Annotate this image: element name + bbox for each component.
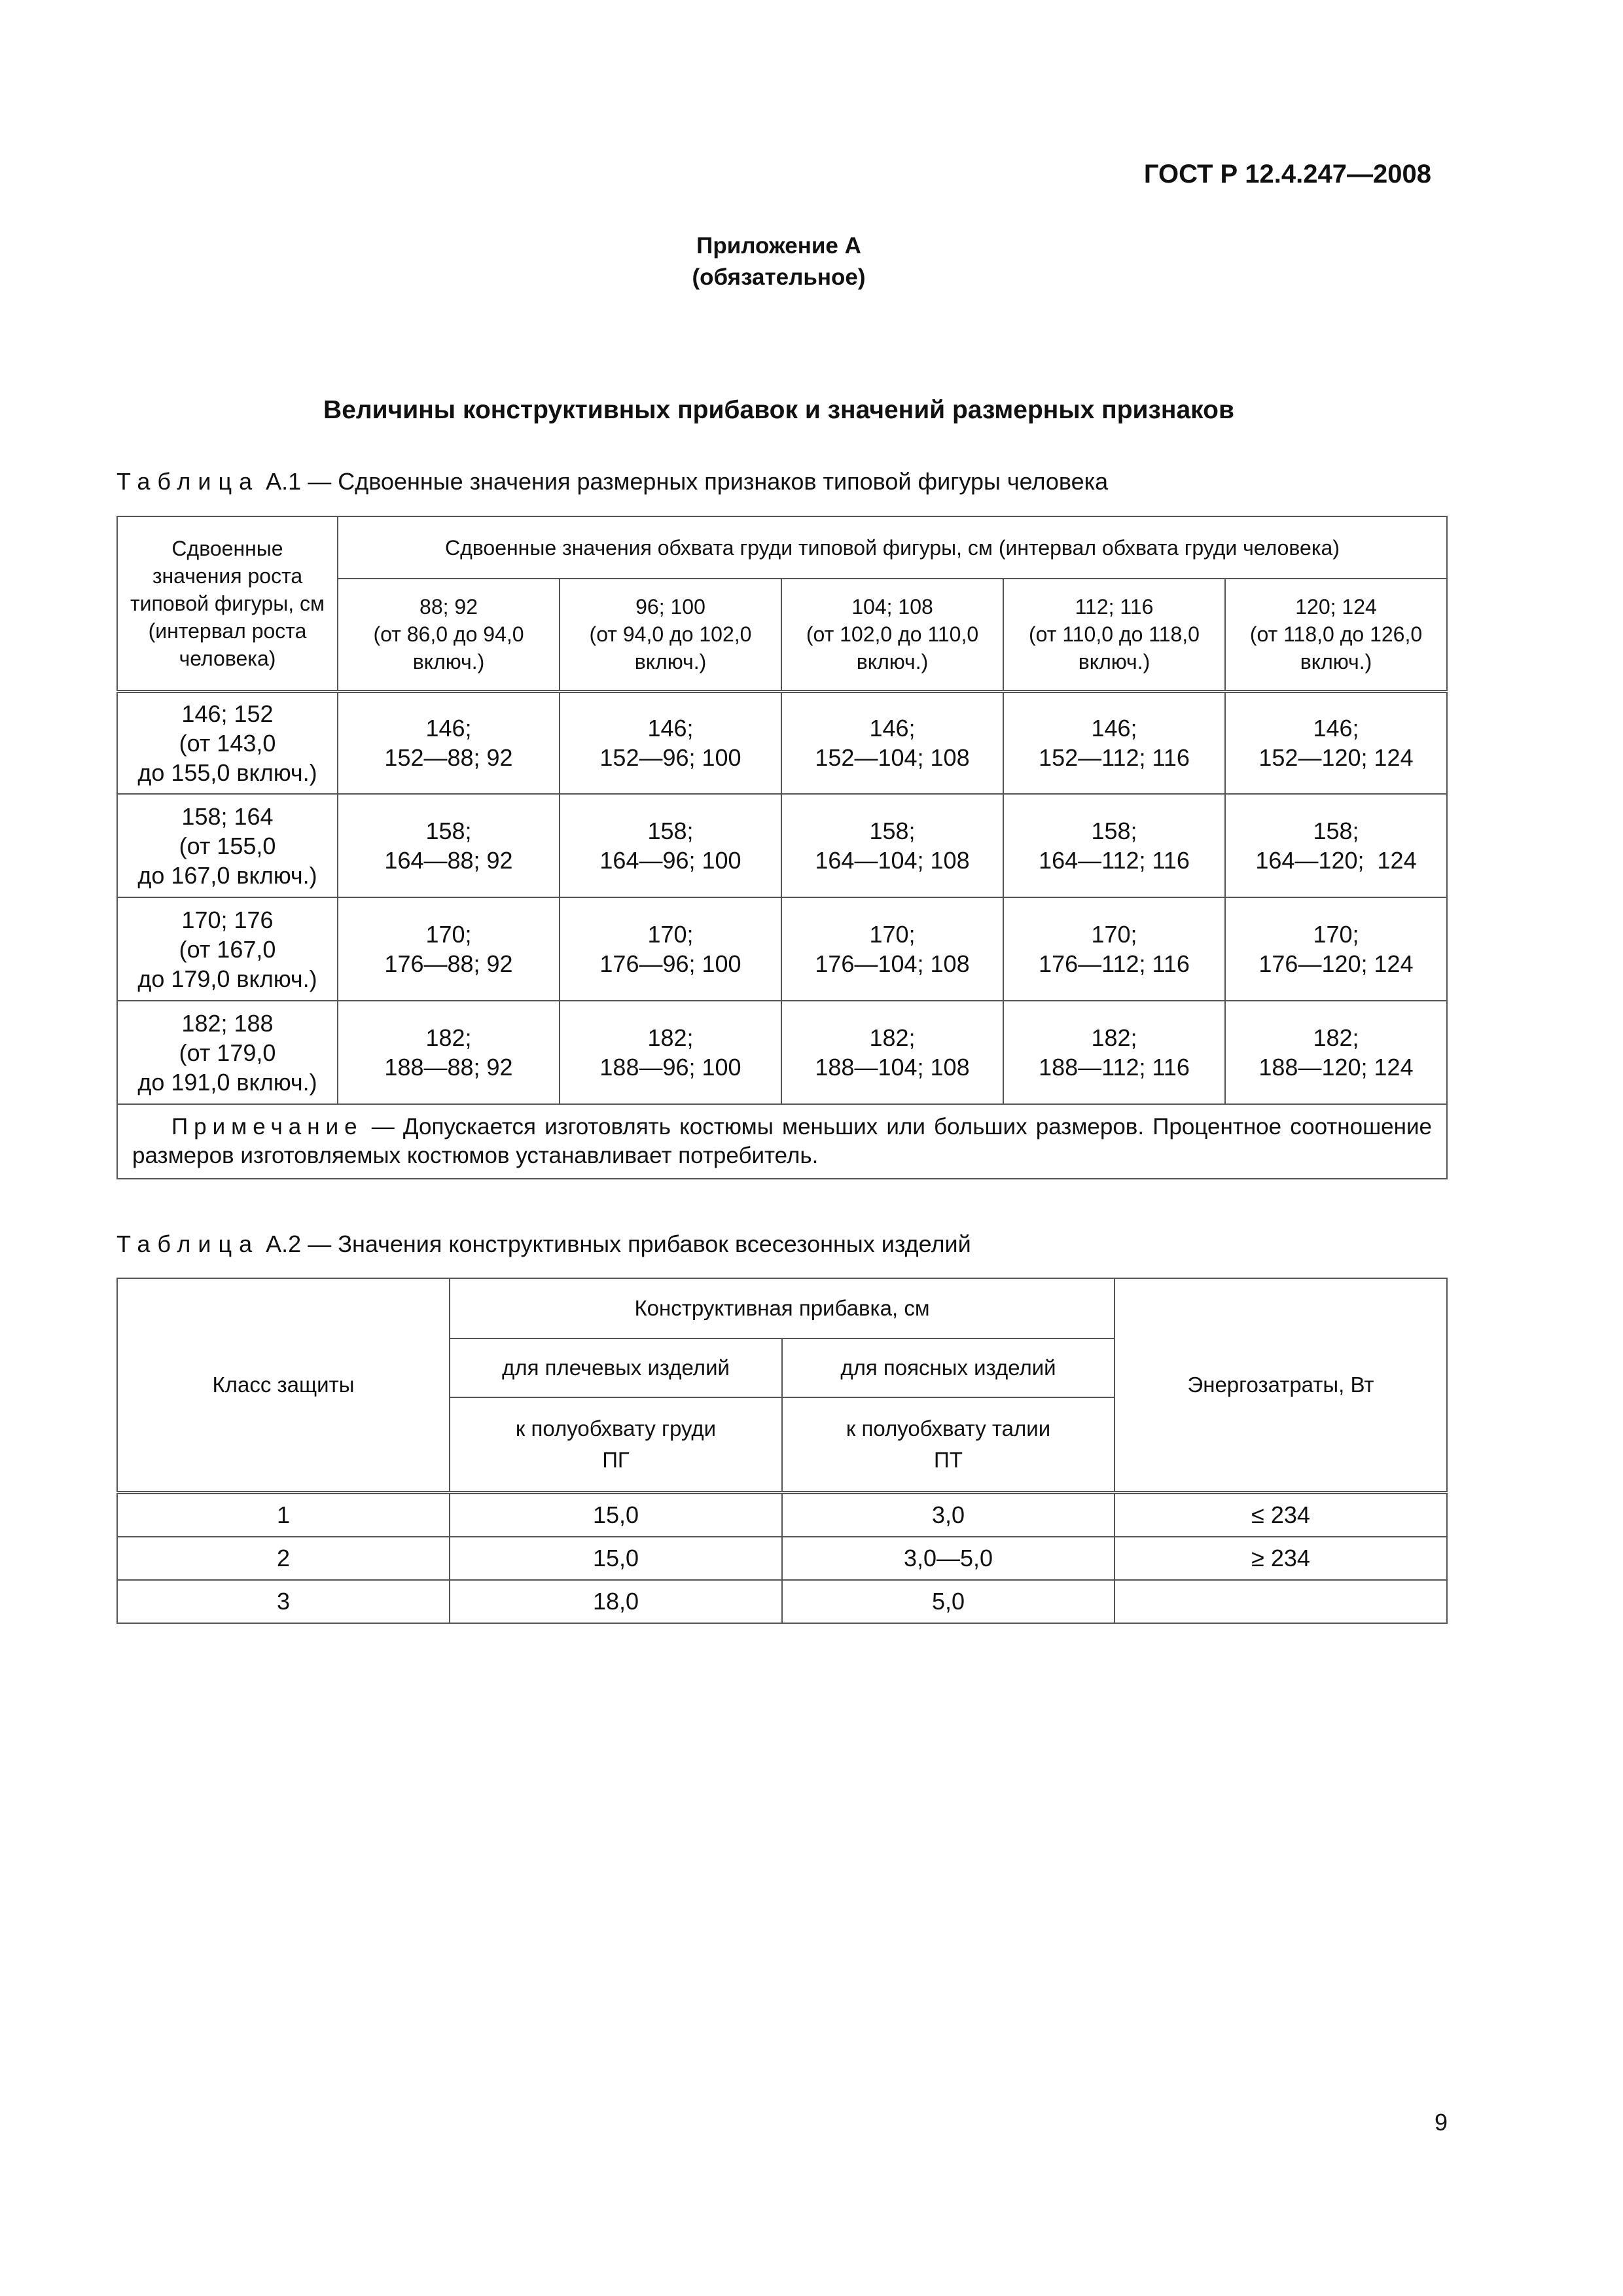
waist-half-header — [782, 1397, 1115, 1492]
table-cell — [1225, 691, 1447, 794]
cell-line: 188—96; 100 — [599, 1054, 741, 1081]
cell-line: 146; — [425, 715, 472, 742]
table-cell: 3,0 — [782, 1492, 1115, 1537]
row-range: (от 143,0 — [179, 729, 276, 757]
appendix-title: Приложение А — [696, 233, 861, 259]
table-cell: 18,0 — [450, 1580, 782, 1623]
class-header: Класс защиты — [117, 1278, 450, 1492]
caption-word: Таблица — [116, 468, 260, 495]
table-cell — [1225, 897, 1447, 1001]
col-incl: включ.) — [1078, 650, 1150, 674]
table-cell — [560, 897, 781, 1001]
cell-line: 188—88; 92 — [384, 1054, 513, 1081]
table-row — [117, 1001, 1447, 1104]
row-header-cell — [117, 516, 338, 691]
table-cell — [338, 794, 560, 897]
cell-line: 182; — [869, 1024, 916, 1051]
table-cell — [781, 794, 1003, 897]
table-cell — [1003, 691, 1225, 794]
table-cell: ≥ 234 — [1115, 1537, 1447, 1580]
appendix-heading — [0, 230, 1558, 293]
page-number: 9 — [1434, 2109, 1448, 2136]
cell-line: 170; — [1313, 921, 1359, 948]
cell-line: 158; — [425, 817, 472, 844]
table-cell — [338, 897, 560, 1001]
row-range: (от 155,0 — [179, 832, 276, 859]
cell-line: 170; — [1091, 921, 1137, 948]
cell-line: 176—120; 124 — [1258, 950, 1414, 977]
table-a1-caption — [116, 468, 1108, 495]
header-abbr: ПТ — [934, 1447, 963, 1472]
column-header — [1003, 579, 1225, 691]
table-a2-caption — [116, 1230, 971, 1258]
table-cell — [781, 1001, 1003, 1104]
col-incl: включ.) — [634, 650, 707, 674]
cell-line: 158; — [869, 817, 916, 844]
table-row — [117, 1580, 1447, 1623]
row-header — [117, 1001, 338, 1104]
table-cell: 15,0 — [450, 1492, 782, 1537]
cell-line: 182; — [1313, 1024, 1359, 1051]
shoulder-items-header: для плечевых изделий — [450, 1338, 782, 1397]
cell-line: 188—104; 108 — [815, 1054, 970, 1081]
table-cell — [560, 691, 781, 794]
caption-text: А.1 — Сдвоенные значения размерных признаков типовой фигуры человека — [266, 468, 1109, 495]
chest-half-header — [450, 1397, 782, 1492]
cell-line: 146; — [1313, 715, 1359, 742]
cell-line: 158; — [647, 817, 694, 844]
document-code: ГОСТ Р 12.4.247—2008 — [1143, 160, 1431, 188]
table-a1 — [116, 516, 1448, 1179]
cell-line: 164—96; 100 — [599, 847, 741, 874]
waist-items-header: для поясных изделий — [782, 1338, 1115, 1397]
row-range: (от 167,0 — [179, 935, 276, 963]
cell-line: 188—120; 124 — [1258, 1054, 1414, 1081]
cell-line: 152—112; 116 — [1039, 744, 1190, 772]
table-cell — [560, 794, 781, 897]
col-range: (от 94,0 до 102,0 — [589, 622, 752, 647]
cell-line: 176—112; 116 — [1039, 950, 1190, 977]
header-line: к полуобхвату талии — [846, 1416, 1051, 1441]
column-header — [560, 579, 781, 691]
row-range: (от 179,0 — [179, 1039, 276, 1066]
table-cell: 3 — [117, 1580, 450, 1623]
table-cell — [338, 1001, 560, 1104]
cell-line: 170; — [425, 921, 472, 948]
row-header — [117, 794, 338, 897]
col-incl: включ.) — [856, 650, 929, 674]
table-row — [117, 1492, 1447, 1537]
table-row — [117, 1537, 1447, 1580]
cell-line: 158; — [1091, 817, 1137, 844]
header-abbr: ПГ — [602, 1447, 630, 1472]
cell-line: 146; — [869, 715, 916, 742]
cell-line: 158; — [1313, 817, 1359, 844]
row-header-line: (интервал роста — [148, 619, 307, 643]
table-cell — [1003, 897, 1225, 1001]
cell-line: 176—96; 100 — [599, 950, 741, 977]
table-cell — [1225, 794, 1447, 897]
table-cell: 15,0 — [450, 1537, 782, 1580]
table-cell — [1225, 1001, 1447, 1104]
cell-line: 176—104; 108 — [815, 950, 970, 977]
col-value: 96; 100 — [635, 595, 705, 619]
cell-line: 182; — [647, 1024, 694, 1051]
col-range: (от 110,0 до 118,0 — [1029, 622, 1200, 647]
energy-header: Энергозатраты, Вт — [1115, 1278, 1447, 1492]
row-value: 146; 152 — [181, 700, 274, 727]
col-value: 104; 108 — [851, 595, 933, 619]
table-cell — [338, 691, 560, 794]
table-row — [117, 794, 1447, 897]
cell-line: 188—112; 116 — [1039, 1054, 1190, 1081]
row-value: 158; 164 — [181, 802, 274, 830]
row-header-line: Сдвоенные — [171, 536, 283, 560]
section-title: Величины конструктивных прибавок и значений размерных признаков — [323, 396, 1234, 424]
cell-line: 182; — [1091, 1024, 1137, 1051]
note-label: Примечание — [171, 1114, 363, 1139]
cell-line: 164—88; 92 — [384, 847, 513, 874]
cell-line: 152—88; 92 — [384, 744, 513, 772]
table-row — [117, 691, 1447, 794]
cell-line: 164—120; 124 — [1255, 847, 1417, 874]
table-cell: 1 — [117, 1492, 450, 1537]
caption-text: А.2 — Значения конструктивных прибавок всесезонных изделий — [266, 1230, 971, 1257]
table-cell: 3,0—5,0 — [782, 1537, 1115, 1580]
row-incl: до 191,0 включ.) — [137, 1068, 317, 1096]
note-text: — Допускается изготовлять костюмы меньших или больших размеров. Процентное соотношение размеров изготовляемых костюмов устанавливает потребитель. — [132, 1114, 1432, 1168]
table-cell — [1115, 1580, 1447, 1623]
cell-line: 182; — [425, 1024, 472, 1051]
cell-line: 152—104; 108 — [815, 744, 970, 772]
table-cell — [781, 897, 1003, 1001]
col-value: 120; 124 — [1295, 595, 1377, 619]
col-incl: включ.) — [412, 650, 485, 674]
row-header-line: значения роста — [152, 564, 303, 588]
table-cell — [781, 691, 1003, 794]
col-value: 88; 92 — [419, 595, 478, 619]
col-incl: включ.) — [1300, 650, 1372, 674]
table-cell: ≤ 234 — [1115, 1492, 1447, 1537]
table-note — [117, 1104, 1447, 1179]
col-range: (от 102,0 до 110,0 — [806, 622, 979, 647]
cell-line: 164—112; 116 — [1039, 847, 1190, 874]
cell-line: 152—96; 100 — [599, 744, 741, 772]
table-cell — [1003, 794, 1225, 897]
row-header-line: человека) — [179, 646, 276, 670]
cell-line: 170; — [647, 921, 694, 948]
table-a2 — [116, 1278, 1448, 1624]
group-header: Сдвоенные значения обхвата груди типовой фигуры, см (интервал обхвата груди человека) — [338, 516, 1447, 579]
column-header — [1225, 579, 1447, 691]
table-row — [117, 897, 1447, 1001]
row-header-line: типовой фигуры, см — [130, 591, 325, 615]
table-cell: 2 — [117, 1537, 450, 1580]
row-value: 182; 188 — [181, 1009, 274, 1037]
cell-line: 152—120; 124 — [1258, 744, 1414, 772]
cell-line: 176—88; 92 — [384, 950, 513, 977]
row-header — [117, 897, 338, 1001]
row-value: 170; 176 — [181, 906, 274, 933]
col-range: (от 118,0 до 126,0 — [1249, 622, 1423, 647]
caption-word: Таблица — [116, 1230, 260, 1257]
row-incl: до 155,0 включ.) — [137, 759, 317, 786]
appendix-status: (обязательное) — [692, 264, 866, 290]
cell-line: 146; — [1091, 715, 1137, 742]
allowance-group-header: Конструктивная прибавка, см — [450, 1278, 1115, 1338]
column-header — [781, 579, 1003, 691]
row-incl: до 167,0 включ.) — [137, 861, 317, 889]
cell-line: 170; — [869, 921, 916, 948]
table-cell: 5,0 — [782, 1580, 1115, 1623]
cell-line: 146; — [647, 715, 694, 742]
row-incl: до 179,0 включ.) — [137, 965, 317, 992]
column-header — [338, 579, 560, 691]
row-header — [117, 691, 338, 794]
table-cell — [560, 1001, 781, 1104]
cell-line: 164—104; 108 — [815, 847, 970, 874]
table-cell — [1003, 1001, 1225, 1104]
col-range: (от 86,0 до 94,0 — [373, 622, 524, 647]
col-value: 112; 116 — [1075, 595, 1154, 619]
header-line: к полуобхвату груди — [515, 1416, 717, 1441]
